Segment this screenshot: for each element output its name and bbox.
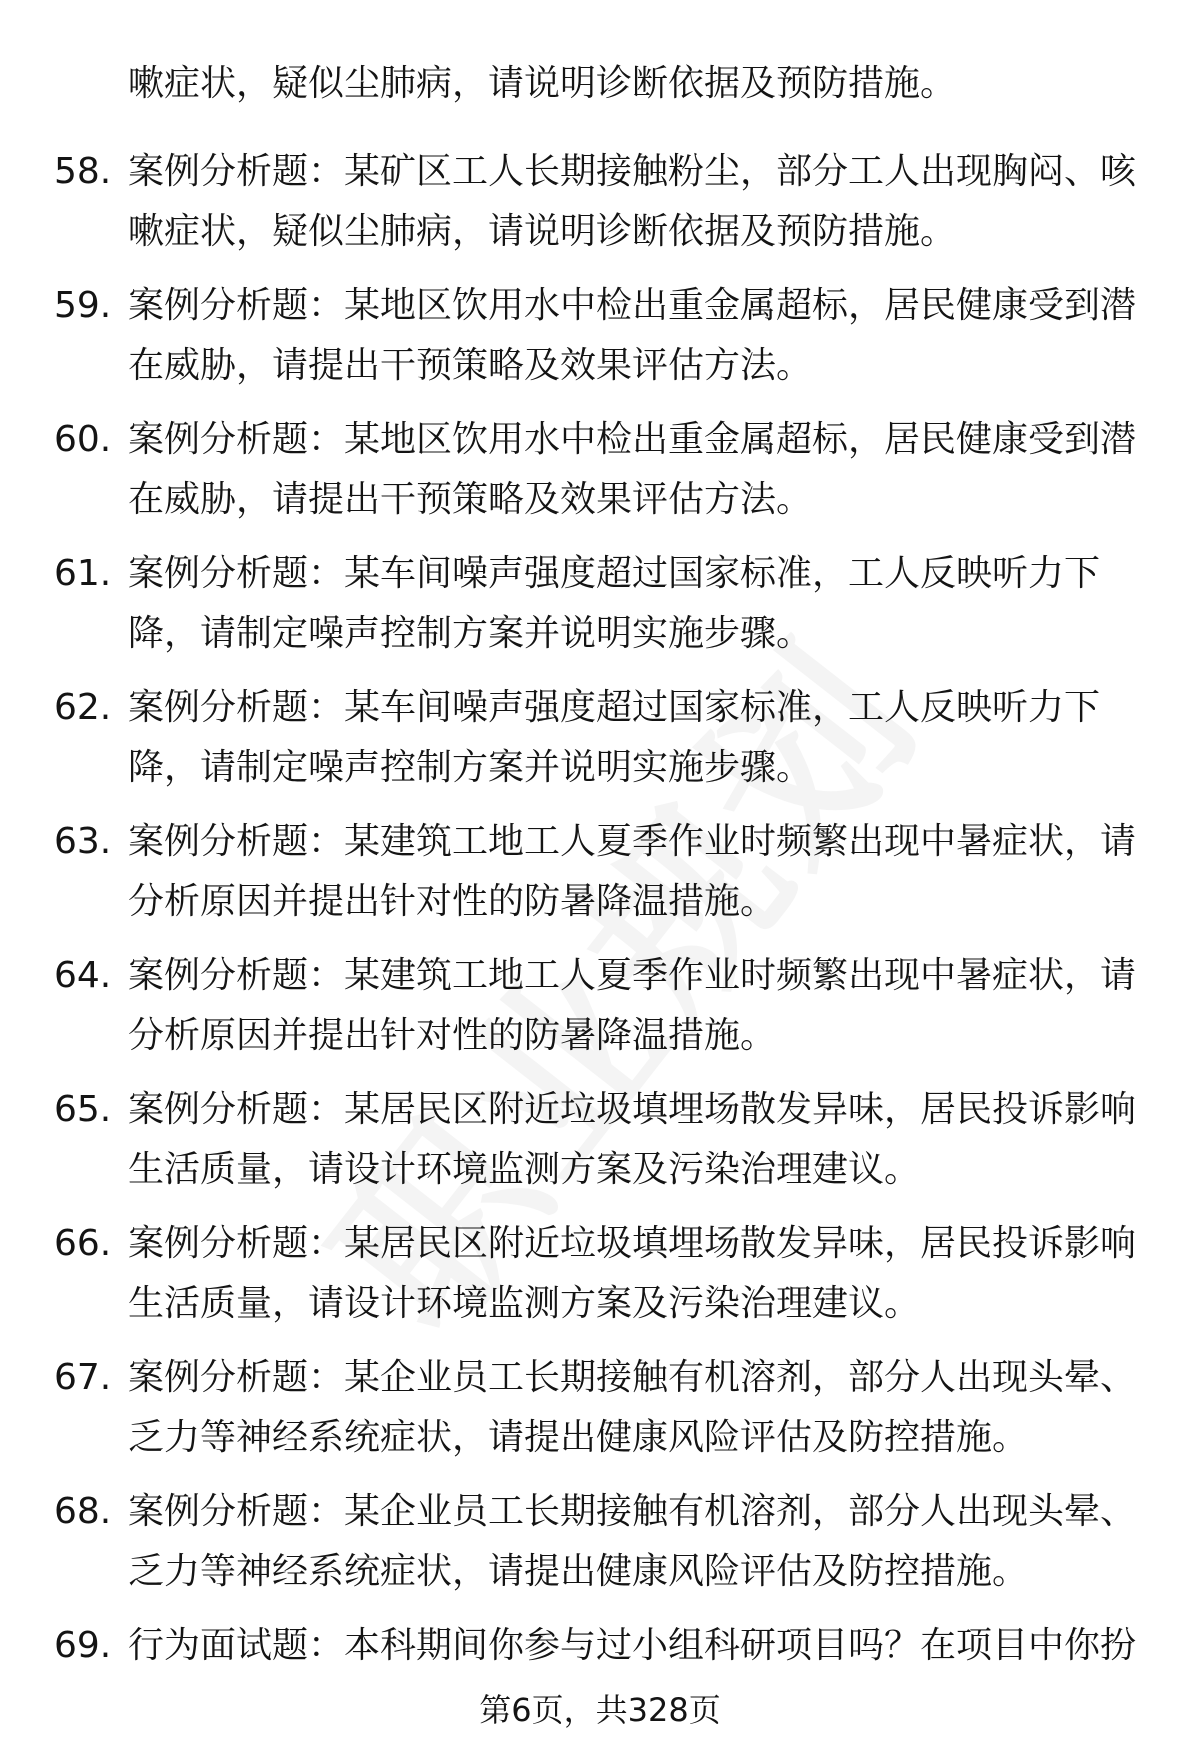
question-text-line: 行为面试题：本科期间你参与过小组科研项目吗？在项目中你扮 — [128, 1625, 1137, 1666]
question-text-line: 案例分析题：某地区饮用水中检出重金属超标，居民健康受到潜 — [128, 285, 1137, 326]
question-text-line: 在威胁，请提出干预策略及效果评估方法。 — [128, 345, 813, 386]
question-number: 69. — [54, 1625, 112, 1666]
continuation-line: 嗽症状，疑似尘肺病，请说明诊断依据及预防措施。 — [128, 63, 957, 104]
question-text-line: 案例分析题：某车间噪声强度超过国家标准，工人反映听力下 — [128, 553, 1101, 594]
question-text-line: 生活质量，请设计环境监测方案及污染治理建议。 — [128, 1149, 921, 1190]
question-number: 60. — [54, 419, 112, 460]
question-number: 58. — [54, 151, 112, 192]
question-text-line: 案例分析题：某企业员工长期接触有机溶剂，部分人出现头晕、 — [128, 1357, 1137, 1398]
question-text-line: 案例分析题：某矿区工人长期接触粉尘，部分工人出现胸闷、咳 — [128, 151, 1137, 192]
question-text-line: 分析原因并提出针对性的防暑降温措施。 — [128, 1015, 777, 1056]
question-text-line: 案例分析题：某企业员工长期接触有机溶剂，部分人出现头晕、 — [128, 1491, 1137, 1532]
question-number: 67. — [54, 1357, 112, 1398]
question-text-line: 乏力等神经系统症状，请提出健康风险评估及防控措施。 — [128, 1417, 1029, 1458]
question-number: 65. — [54, 1089, 112, 1130]
question-text-line: 嗽症状，疑似尘肺病，请说明诊断依据及预防措施。 — [128, 211, 957, 252]
question-text-line: 分析原因并提出针对性的防暑降温措施。 — [128, 881, 777, 922]
question-text-line: 在威胁，请提出干预策略及效果评估方法。 — [128, 479, 813, 520]
question-text-line: 降，请制定噪声控制方案并说明实施步骤。 — [128, 747, 813, 788]
question-text-line: 案例分析题：某居民区附近垃圾填埋场散发异味，居民投诉影响 — [128, 1223, 1137, 1264]
question-text-line: 生活质量，请设计环境监测方案及污染治理建议。 — [128, 1283, 921, 1324]
question-number: 68. — [54, 1491, 112, 1532]
question-text-line: 案例分析题：某建筑工地工人夏季作业时频繁出现中暑症状，请 — [128, 821, 1137, 862]
question-text-line: 案例分析题：某建筑工地工人夏季作业时频繁出现中暑症状，请 — [128, 955, 1137, 996]
question-text-line: 降，请制定噪声控制方案并说明实施步骤。 — [128, 613, 813, 654]
question-number: 59. — [54, 285, 112, 326]
question-number: 61. — [54, 553, 112, 594]
page-footer: 第6页，共328页 — [479, 1691, 721, 1729]
question-text-line: 案例分析题：某车间噪声强度超过国家标准，工人反映听力下 — [128, 687, 1101, 728]
question-number: 66. — [54, 1223, 112, 1264]
question-number: 62. — [54, 687, 112, 728]
question-number: 63. — [54, 821, 112, 862]
question-text-line: 乏力等神经系统症状，请提出健康风险评估及防控措施。 — [128, 1551, 1029, 1592]
question-number: 64. — [54, 955, 112, 996]
question-text-line: 案例分析题：某地区饮用水中检出重金属超标，居民健康受到潜 — [128, 419, 1137, 460]
question-text-line: 案例分析题：某居民区附近垃圾填埋场散发异味，居民投诉影响 — [128, 1089, 1137, 1130]
